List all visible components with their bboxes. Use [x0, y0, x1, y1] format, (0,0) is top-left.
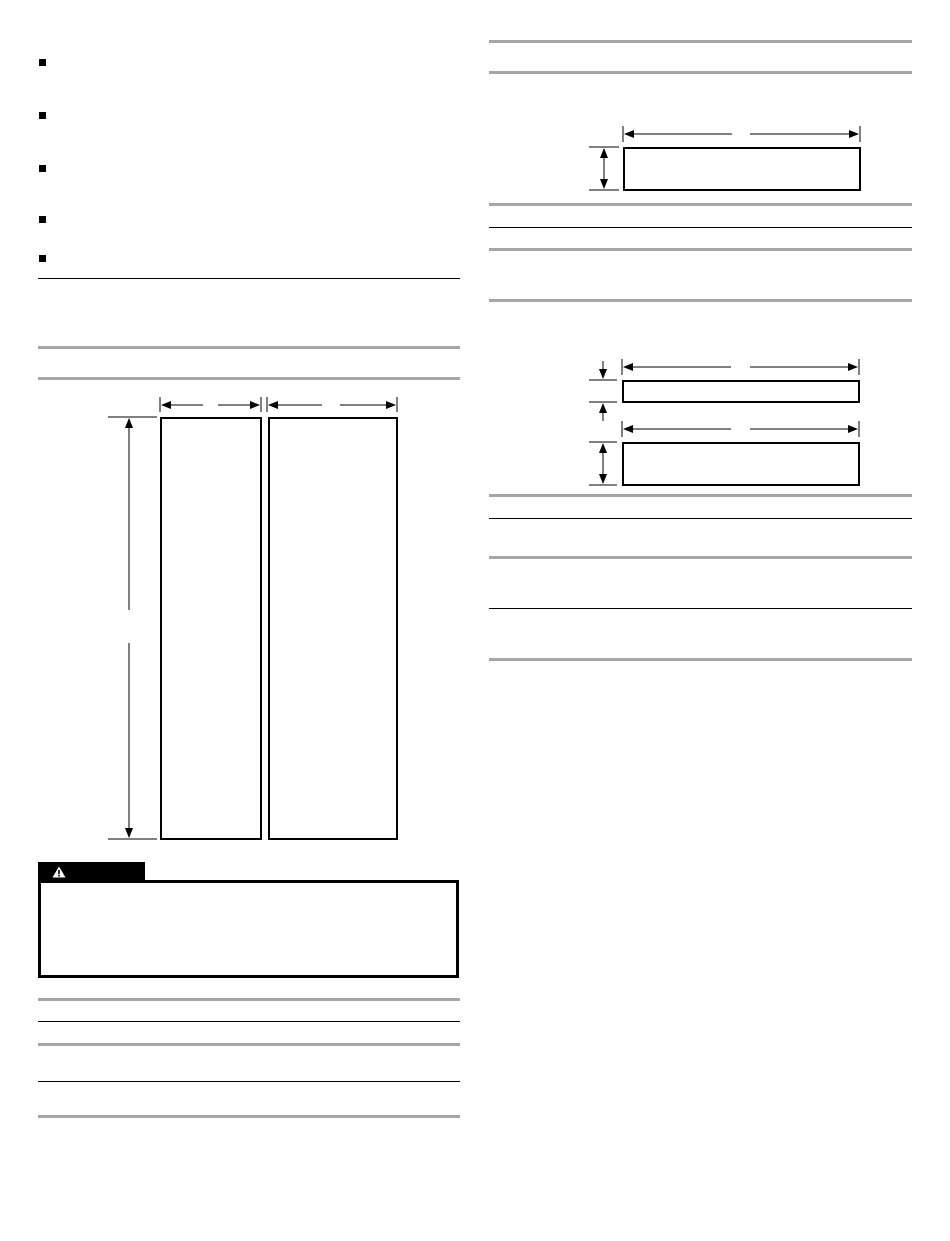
table-row-divider	[489, 518, 912, 519]
table-rule	[489, 556, 912, 559]
table-rule	[489, 494, 912, 497]
table-row-divider	[489, 608, 912, 609]
table-rule	[489, 658, 912, 661]
